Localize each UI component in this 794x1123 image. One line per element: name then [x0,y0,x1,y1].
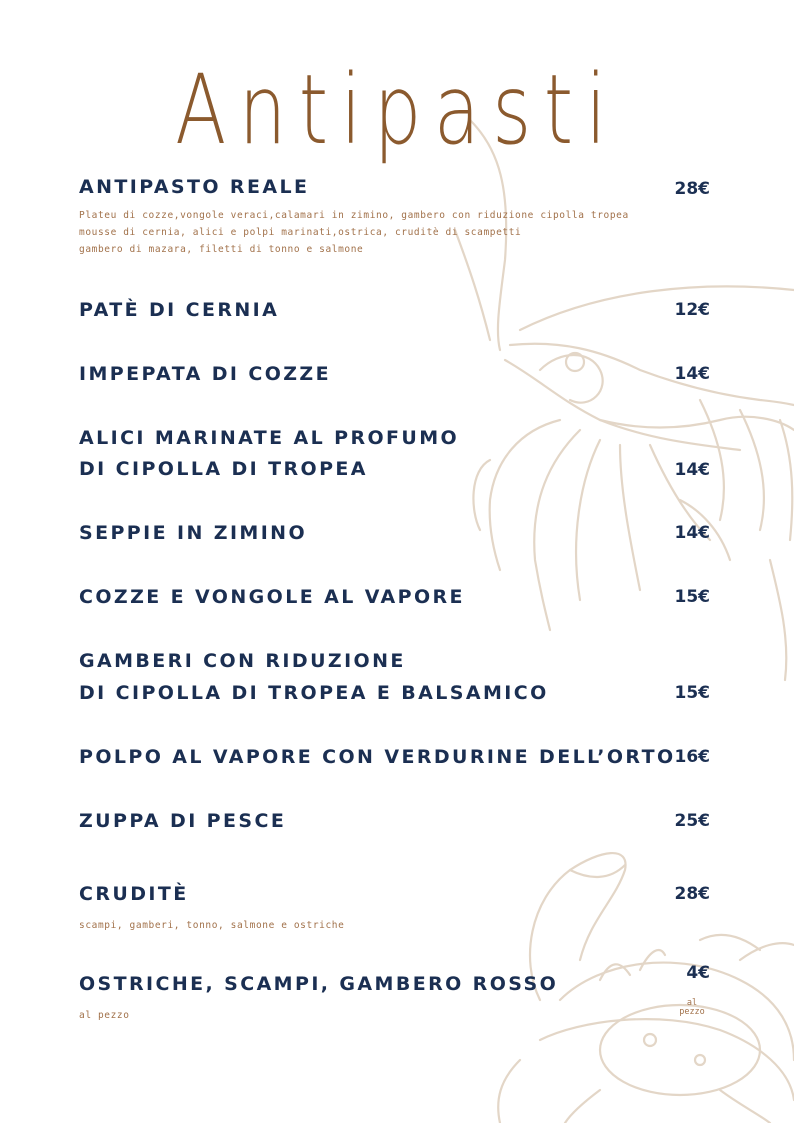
menu-item-description: mousse di cernia, alici e polpi marinati,ostrica, cruditè di scampetti [79,227,522,238]
page-title: Antipasti [175,54,619,166]
menu-item-name: CRUDITÈ [79,883,189,905]
menu-item-description: scampi, gamberi, tonno, salmone e ostriche [79,920,345,931]
menu-item-description: al pezzo [79,1010,130,1021]
menu-item-name: ANTIPASTO REALE [79,176,310,198]
shrimp-illustration [455,120,794,680]
menu-item-name: DI CIPOLLA DI TROPEA E BALSAMICO [79,682,549,704]
menu-item-price: 15€ [674,683,710,703]
menu-item-price: 25€ [674,811,710,831]
menu-item-name: SEPPIE IN ZIMINO [79,522,308,544]
menu-item-price: 28€ [674,884,710,904]
menu-item-price: 14€ [674,523,710,543]
menu-item-price: 4€ [686,963,710,983]
menu-item-name: OSTRICHE, SCAMPI, GAMBERO ROSSO [79,973,559,995]
menu-item-name: POLPO AL VAPORE CON VERDURINE DELL’ORTO [79,746,676,768]
menu-item-name: COZZE E VONGOLE AL VAPORE [79,586,465,608]
menu-item-price: 14€ [674,460,710,480]
menu-item-name: ALICI MARINATE AL PROFUMO [79,427,460,449]
menu-item-name: GAMBERI CON RIDUZIONE [79,650,406,672]
menu-item-description: gambero di mazara, filetti di tonno e salmone [79,244,364,255]
menu-item-name: IMPEPATA DI COZZE [79,363,331,385]
menu-item-description: Plateu di cozze,vongole veraci,calamari in zimino, gambero con riduzione cipolla tropea [79,210,629,221]
price-unit-label: al pezzo [679,998,705,1017]
menu-item-price: 12€ [674,300,710,320]
menu-item-price: 14€ [674,364,710,384]
menu-item-price: 15€ [674,587,710,607]
menu-item-name: DI CIPOLLA DI TROPEA [79,458,368,480]
menu-item-name: ZUPPA DI PESCE [79,810,287,832]
menu-item-price: 28€ [674,179,710,199]
menu-item-price: 16€ [674,747,710,767]
menu-item-name: PATÈ DI CERNIA [79,299,280,321]
